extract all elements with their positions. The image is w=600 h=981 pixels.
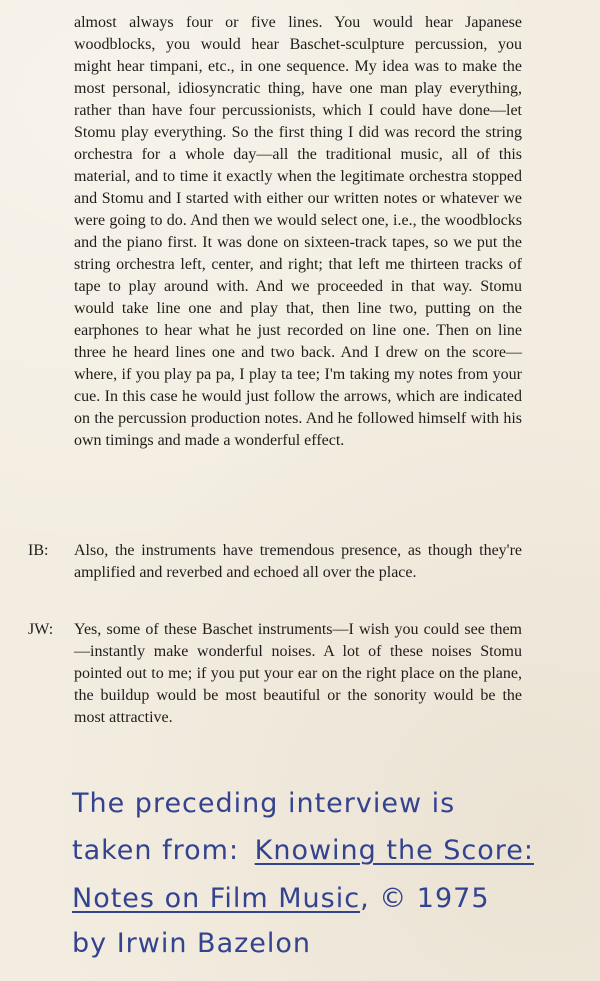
handwritten-line-2 [72, 835, 534, 867]
exchange-text-ib: Also, the instruments have tremendous presence, as though they're amplified and reverbed and echoed all over the place. [74, 542, 522, 581]
handwritten-line-3 [72, 883, 490, 915]
exchange-text-jw: Yes, some of these Baschet instruments—I wish you could see them—instantly make wonderful noises. A lot of these noises Stomu pointed out to me; if you put your ear on the right place on the plane, the buildup would be most beautiful or the sonority would be the most attractive. [74, 621, 522, 726]
speaker-label-ib: IB: [28, 542, 49, 559]
handwritten-book-title-part1: Knowing the Score: [254, 835, 535, 866]
handwritten-line-1: The preceding interview is [72, 788, 456, 819]
speaker-label-jw: JW: [28, 621, 54, 638]
handwritten-line-4: by Irwin Bazelon [72, 928, 312, 959]
handwritten-copyright: , © 1975 [360, 883, 490, 914]
handwritten-line-2-prefix: taken from: [72, 835, 240, 866]
handwritten-book-title-part2: Notes on Film Music [72, 883, 361, 914]
interview-main-paragraph: almost always four or five lines. You would hear Japanese woodblocks, you would hear Baschet-sculpture percussion, you might hear timpani, etc., in one sequence. My idea was to make the most personal, idiosyncratic thing, have one man play everything, rather than have four percussionists, which I could have done—let Stomu play everything. So the first thing I did was record the string orchestra for a whole day—all the traditional music, all of this material, and to time it exactly when the legitimate orchestra stopped and Stomu and I started with either our written notes or whatever we were going to do. And then we would select one, i.e., the woodblocks and the piano first. It was done on sixteen-track tapes, so we put the string orchestra left, center, and right; that left me thirteen tracks of tape to play around with. And we proceeded in that way. Stomu would take line one and play that, then line two, putting on the earphones to hear what he just recorded on line one. Then on line three he heard lines one and two back. And I drew on the score—where, if you play pa pa, I play ta tee; I'm taking my notes from your cue. In this case he would just follow the arrows, which are indicated on the percussion production notes. And he followed himself with his own timings and made a wonderful effect. [74, 14, 522, 449]
